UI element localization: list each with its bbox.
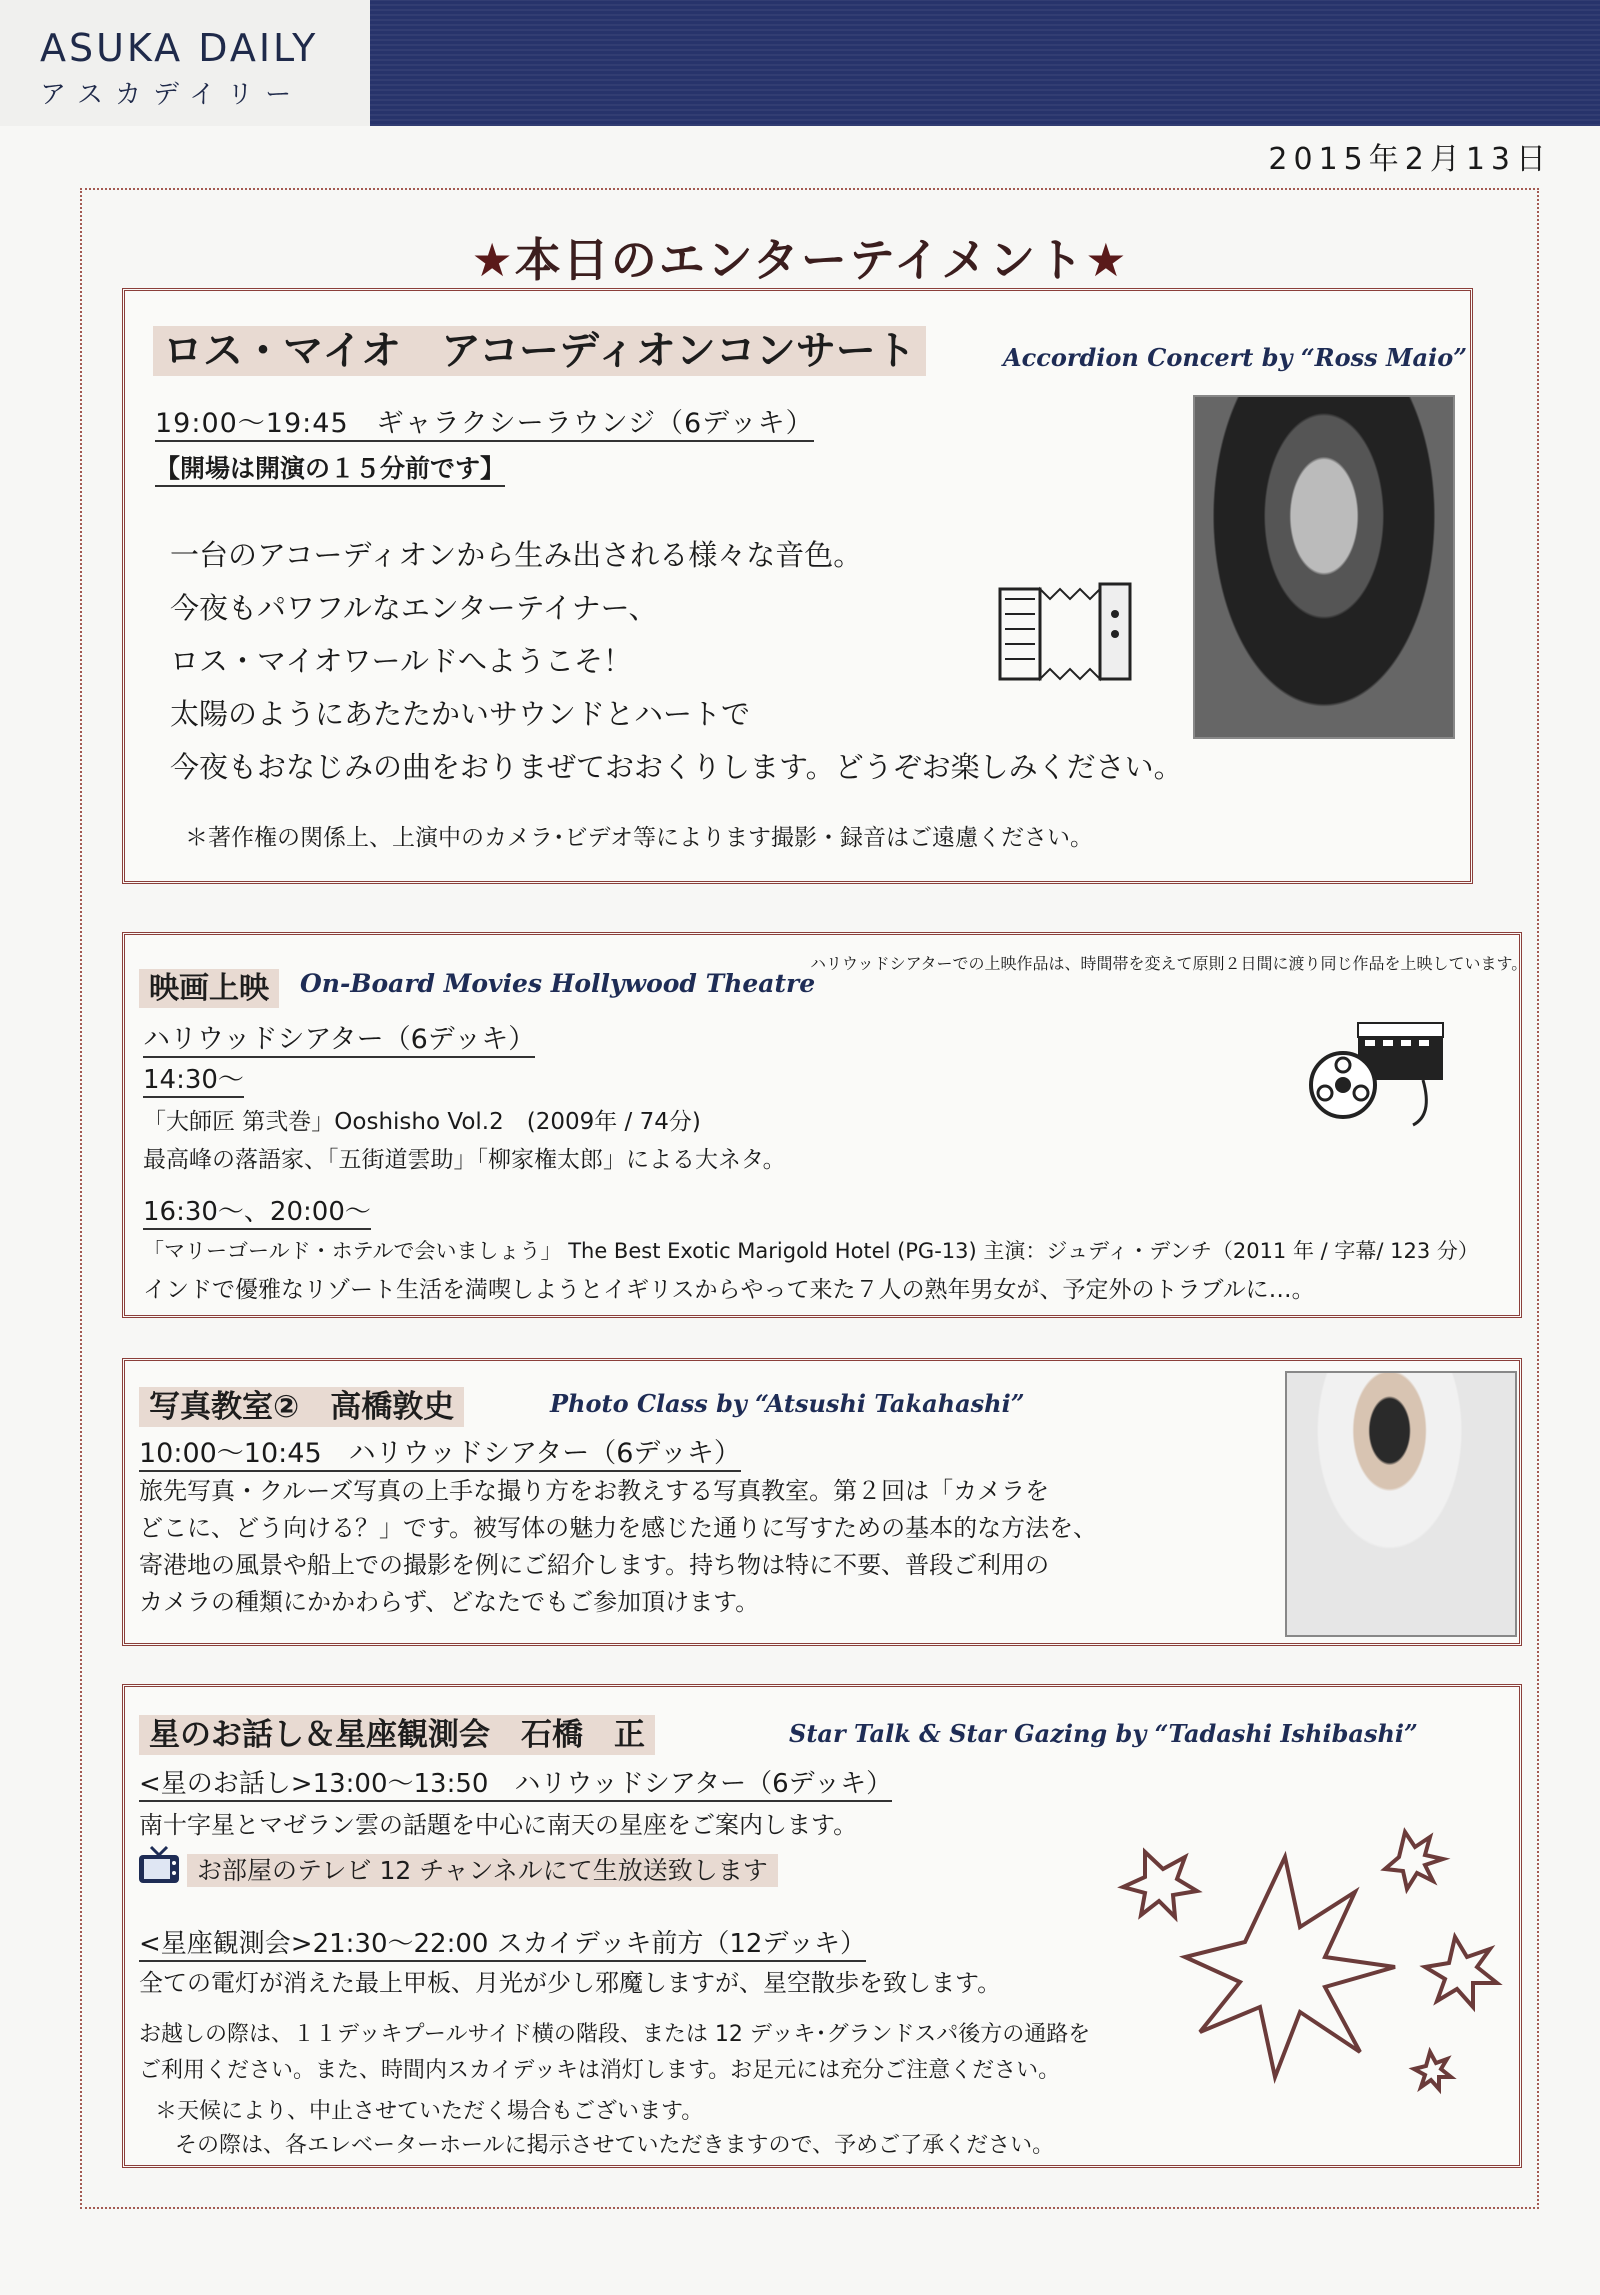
photo-class-section	[122, 1358, 1522, 1646]
movies-title-en: On-Board Movies Hollywood Theatre	[300, 969, 816, 998]
concert-footnote: ＊著作権の関係上、上演中のカメラ･ビデオ等によります撮影・録音はご遠慮ください。	[185, 825, 1094, 851]
star-icon: ★	[471, 233, 515, 287]
star-icon	[1185, 1857, 1395, 2077]
star-gazing-section	[122, 1684, 1522, 2168]
photo-class-title: 写真教室② 高橋敦史	[139, 1381, 464, 1426]
tv-icon	[137, 1845, 181, 1885]
movies-venue: ハリウッドシアター（6デッキ）	[143, 1017, 535, 1058]
accordion-icon	[990, 569, 1135, 699]
movies-title: 映画上映	[139, 963, 279, 1007]
star-gazing-notes: ＊天候により、中止させていただく場合もございます。 その際は、各エレベーターホールに掲示させていただきますので、予めご了承ください。	[155, 2099, 1055, 2158]
concert-note: 【開場は開演の１５分前です】	[155, 449, 505, 487]
movies-film2: 「マリーゴールド・ホテルで会いましょう」 The Best Exotic Marigold Hotel (PG-13) 主演：ジュディ・デンチ（2011 年 / 字幕/ 123 分）	[143, 1239, 1479, 1263]
movies-time1: 14:30〜	[143, 1059, 244, 1098]
star-icon	[1385, 1832, 1443, 1889]
star-gazing-time: <星座観測会>21:30〜22:00 スカイデッキ前方（12デッキ）	[139, 1923, 866, 1962]
photo-class-time: 10:00〜10:45 ハリウッドシアター（6デッキ）	[139, 1431, 741, 1472]
photo-class-description: 旅先写真・クルーズ写真の上手な撮り方をお教えする写真教室。第２回は「カメラを どこに、どう向ける？」です。被写体の魅力を感じた通りに写すための基本的な方法を、 寄港地の風景や船上での撮影を例にご紹介します。持ち物は特に不要、普段ご利用の カメラの種類にかかわらず、どなたでもご参加頂けます。	[139, 1477, 1098, 1616]
instructor-photo	[1285, 1371, 1517, 1637]
movies-note: ハリウッドシアターでの上映作品は、時間帯を変えて原則２日間に渡り同じ作品を上映しています。	[810, 954, 1528, 973]
brand-name-ja: アスカデイリー	[40, 80, 304, 110]
issue-date: 2015年2月13日	[1268, 142, 1552, 177]
tv-broadcast-note: お部屋のテレビ 12 チャンネルにて生放送致します	[187, 1851, 778, 1887]
star-gazing-title-en: Star Talk & Star Gazing by “Tadashi Ishibashi”	[789, 1719, 1418, 1748]
concert-section	[122, 288, 1473, 884]
star-decoration	[1105, 1817, 1515, 2117]
movies-section	[122, 932, 1528, 1318]
star-gazing-access: お越しの際は、１１デッキプールサイド横の階段、または 12 デッキ･グランドスパ後方の通路を ご利用ください。また、時間内スカイデッキは消灯します。お足元には充分ご注意ください。	[139, 2022, 1091, 2083]
page-header	[0, 0, 1600, 126]
brand-name-en: ASUKA DAILY	[40, 26, 319, 70]
star-gazing-description: 全ての電灯が消えた最上甲板、月光が少し邪魔しますが、星空散歩を致します。	[139, 1969, 1002, 1997]
star-talk-description: 南十字星とマゼラン雲の話題を中心に南天の星座をご案内します。	[139, 1811, 858, 1839]
movies-desc1: 最高峰の落語家、「五街道雲助」「柳家権太郎」による大ネタ。	[143, 1147, 786, 1173]
photo-class-title-en: Photo Class by “Atsushi Takahashi”	[550, 1389, 1025, 1418]
star-icon	[1425, 1937, 1497, 2007]
concert-time: 19:00〜19:45 ギャラクシーラウンジ（6デッキ）	[155, 401, 814, 442]
brand-logo	[0, 0, 370, 126]
concert-title-en: Accordion Concert by “Ross Maio”	[1003, 343, 1468, 372]
film-reel-icon	[1303, 1015, 1453, 1135]
movies-time2: 16:30〜、20:00〜	[143, 1191, 371, 1230]
movies-film1: 「大師匠 第弐巻」Ooshisho Vol.2 (2009年 / 74分)	[143, 1109, 701, 1135]
performer-photo	[1193, 395, 1455, 739]
star-icon	[1123, 1852, 1197, 1917]
page-title: ★本日のエンターテイメント★	[471, 233, 1129, 287]
star-talk-time: <星のお話し>13:00〜13:50 ハリウッドシアター（6デッキ）	[139, 1763, 892, 1802]
star-icon: ★	[1085, 233, 1129, 287]
star-gazing-title: 星のお話し＆星座観測会 石橋 正	[139, 1709, 655, 1754]
concert-title: ロス・マイオ アコーディオンコンサート	[153, 319, 926, 376]
concert-description: 一台のアコーディオンから生み出される様々な音色。 今夜もパワフルなエンターテイナー、 ロス・マイオワールドへようこそ！ 太陽のようにあたたかいサウンドとハートで 今夜もおなじみの曲をおりまぜておおくりします。どうぞお楽しみください。	[170, 538, 1183, 784]
header-banner	[370, 0, 1600, 126]
movies-desc2: インドで優雅なリゾート生活を満喫しようとイギリスからやって来た７人の熟年男女が、予定外のトラブルに…。	[143, 1277, 1315, 1303]
star-icon	[1414, 2052, 1451, 2089]
